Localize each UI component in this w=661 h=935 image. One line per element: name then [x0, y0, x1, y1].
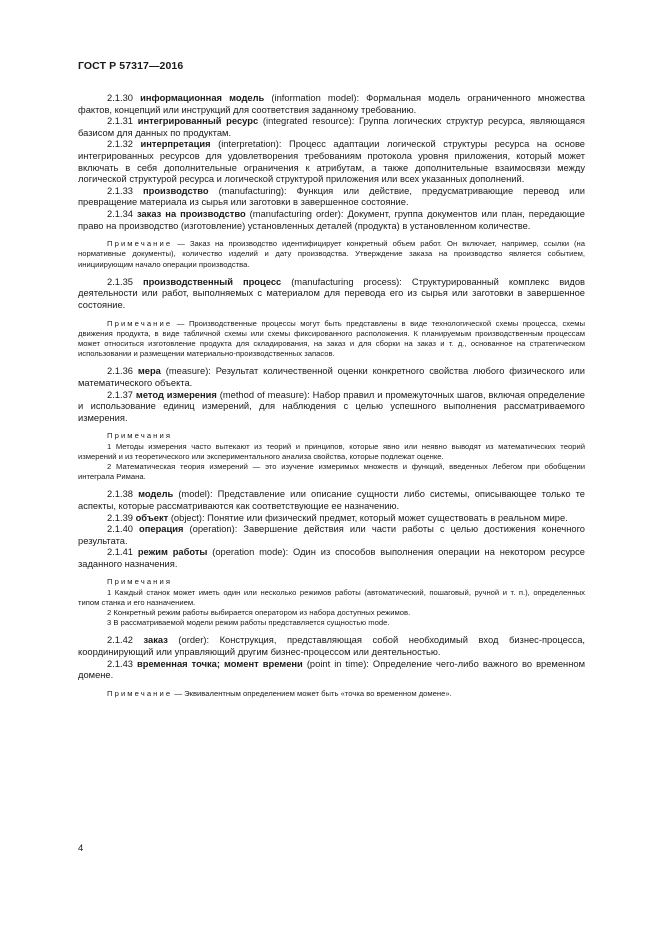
entry-term: временная точка; момент времени	[137, 658, 303, 669]
note-text: Эквивалентным определением может быть «точка во временном домене».	[184, 688, 452, 698]
entry-2-1-30	[78, 93, 585, 116]
entry-term: заказ	[143, 635, 168, 646]
entry-definition: (information model): Формальная модель ограниченного множества фактов, концепций или инструкций для соответствия заданному требованию.	[78, 93, 585, 115]
entry-definition: (model): Представление или описание сущности либо системы, описывающее только те аспекты, которые рассматриваются как соответствующие ее назначению.	[78, 489, 585, 511]
notes-heading: Примечания	[107, 431, 173, 441]
note-dash: —	[172, 318, 189, 328]
entry-term: заказ на производство	[136, 208, 246, 219]
entry-number: 2.1.36	[107, 366, 133, 377]
entry-definition: (operation mode): Один из способов выполнения операции на некотором ресурсе заданного назначения.	[78, 547, 585, 569]
note-text: Заказ на производство идентифицирует конкретный объем работ. Он включает, например, ссылки (на нормативные документы), количество изделий и дату производства. Утверждение заказа на производство является событием, инициирующим начало операции производства.	[78, 239, 585, 269]
note-item: 3 В рассматриваемой модели режим работы представляется сущностью mode.	[107, 618, 390, 628]
entry-2-1-40	[78, 524, 585, 547]
entry-definition: (manufacturing process): Структурированный комплекс видов деятельности или работ, выполняемых с материалом для перевода его из сырья или заготовки в завершенное состояние.	[78, 276, 585, 310]
entry-definition: (point in time): Определение чего-либо важного во временном домене.	[78, 658, 585, 681]
note-item: 2 Математическая теория измерений — это изучение измеримых множеств и функций, введенных Лебегом при обобщении интеграла Римана.	[78, 461, 585, 482]
entry-term: модель	[138, 489, 174, 500]
entry-number: 2.1.42	[107, 635, 133, 646]
entry-2-1-38	[78, 489, 585, 512]
entry-term: производство	[143, 185, 209, 196]
entry-2-1-42	[78, 635, 585, 658]
entry-definition: (order): Конструкция, представляющая собой необходимый вход бизнес-процесса, координирующий или управляющий другим бизнес-процессом или деятельностью.	[78, 635, 585, 658]
note-label: Примечание	[107, 239, 173, 249]
entry-term: метод измерения	[135, 389, 217, 400]
entry-number: 2.1.38	[107, 489, 133, 500]
entry-2-1-34	[78, 209, 585, 232]
entry-2-1-36	[78, 366, 585, 389]
entry-number: 2.1.32	[107, 139, 133, 150]
note-label: Примечание	[107, 318, 173, 328]
entry-2-1-39	[78, 513, 585, 525]
entry-2-1-33	[78, 186, 585, 209]
entry-number: 2.1.39	[107, 512, 133, 523]
entry-term: производственный процесс	[142, 276, 282, 287]
entry-number: 2.1.31	[107, 116, 133, 127]
entry-definition: (object): Понятие или физический предмет, который может существовать в реальном мире.	[168, 512, 568, 523]
entry-number: 2.1.34	[107, 208, 133, 219]
entry-definition: (operation): Завершение действия или части работы с целью достижения конечного результата.	[78, 524, 585, 546]
entry-term: режим работы	[137, 547, 208, 558]
note-dash: —	[172, 239, 190, 249]
notes-heading: Примечания	[107, 577, 173, 587]
entry-2-1-35	[78, 277, 585, 312]
entry-term: мера	[137, 366, 161, 377]
entry-number: 2.1.33	[107, 185, 133, 196]
note-text: Производственные процессы могут быть представлены в виде технологической схемы процесса, схемы движения продукта, в виде табличной схемы или схемы фиксированного расположения. К планируемым производственным процессам может относиться изготовление продукта для складирования, на заказ и для сборки на заказ и т. д., основанное на стратегическом использовании и размещении материально-производственных запасов.	[78, 318, 586, 359]
entry-2-1-37	[78, 390, 585, 425]
note-item: 1 Каждый станок может иметь один или несколько режимов работы (автоматический, пошаговый, ручной и т. п.), определенных типом станка и его назначением.	[78, 587, 585, 607]
entry-2-1-43	[78, 659, 585, 682]
page-content	[78, 93, 585, 699]
note-item: 2 Конкретный режим работы выбирается оператором из набора доступных режимов.	[107, 608, 411, 618]
note-2-1-34	[78, 239, 585, 270]
entry-2-1-41	[78, 547, 585, 570]
page-number: 4	[78, 843, 84, 854]
note-item: 1 Методы измерения часто вытекают из теорий и принципов, которые явно или неявно выводят из математических теорий измерений и из теоретического или экспериментального анализа свойства, которые подлежат оценке.	[78, 441, 585, 461]
entry-number: 2.1.30	[107, 93, 133, 103]
entry-number: 2.1.40	[107, 524, 133, 535]
entry-number: 2.1.43	[107, 658, 133, 669]
entry-definition: (interpretation): Процесс адаптации логической структуры ресурса на основе интегрированных ресурсов для удовлетворения требованиям протокола уровня приложения, который может включать в себя дополнительные ограничения к атрибутам, а также дополнительные взаимосвязи между логической структурой ресурса и логической структурой приложения или всех указанных дополнений.	[78, 139, 585, 185]
entry-definition: (measure): Результат количественной оценки конкретного свойства любого физического или математического объекта.	[78, 366, 585, 388]
entry-term: информационная модель	[140, 93, 265, 103]
entry-term: объект	[135, 512, 169, 523]
note-2-1-35	[78, 319, 585, 360]
entry-term: интегрированный ресурс	[137, 116, 259, 127]
entry-definition: (method of measure): Набор правил и промежуточных шагов, включая определение и использование единиц измерений, для наблюдения с целью успешного выполнения рассматриваемого измерения.	[78, 389, 585, 423]
entry-definition: (manufacturing order): Документ, группа документов или план, передающие право на производство (изготовление) установленных деталей (продукта) в установленном количестве.	[78, 208, 585, 231]
entry-number: 2.1.41	[107, 547, 133, 558]
note-label: Примечание	[107, 688, 173, 698]
note-2-1-43	[78, 689, 585, 699]
entry-number: 2.1.37	[107, 389, 133, 400]
entry-2-1-31	[78, 116, 585, 139]
entry-term: операция	[139, 524, 184, 535]
entry-definition: (integrated resource): Группа логических структур ресурса, являющаяся базисом для данных по продуктам.	[78, 116, 585, 138]
standard-header: ГОСТ Р 57317—2016	[78, 60, 184, 72]
entry-2-1-32	[78, 139, 585, 185]
entry-term: интерпретация	[140, 139, 211, 150]
entry-number: 2.1.35	[107, 276, 133, 287]
entry-definition: (manufacturing): Функция или действие, предусматривающие перевод или превращение материала из сырья или заготовки в завершенное состояние.	[78, 185, 585, 208]
note-dash: —	[172, 688, 185, 698]
